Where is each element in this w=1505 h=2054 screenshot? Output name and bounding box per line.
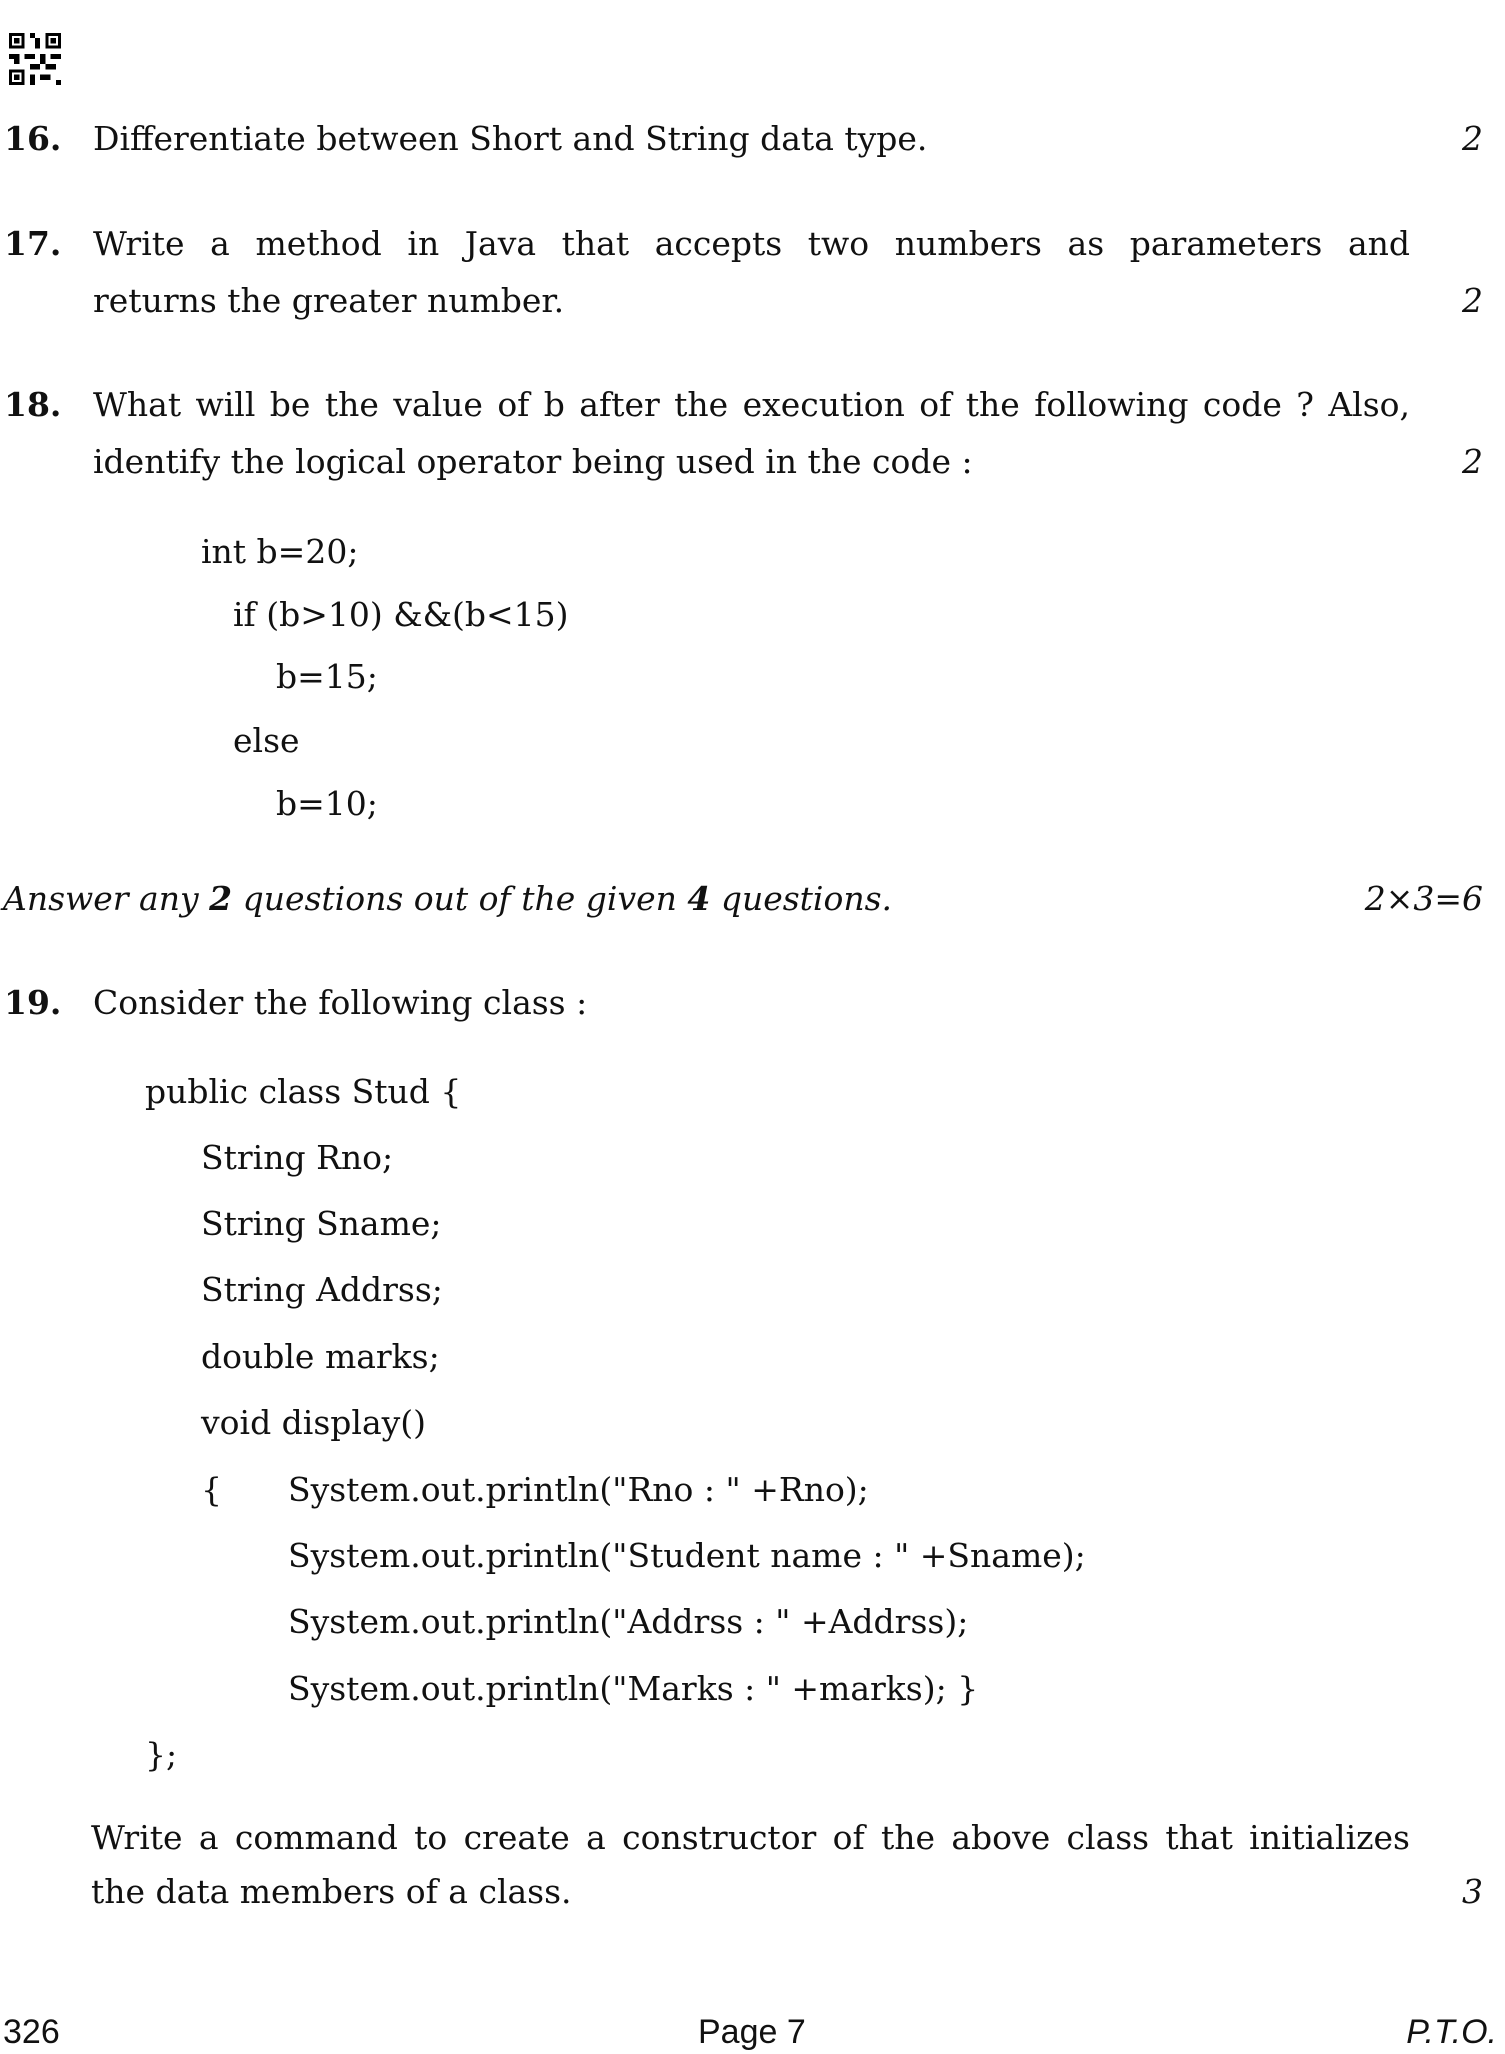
question-text: Differentiate between Short and String data type.: [93, 119, 928, 158]
question-text: Consider the following class :: [93, 983, 588, 1022]
code-line: if (b>10) &&(b<15): [233, 595, 569, 634]
question-number: 16.: [4, 119, 62, 158]
code-line: System.out.println("Marks : " +marks); }: [288, 1669, 979, 1708]
question-text: Write a command to create a constructor of the above class that initializes: [91, 1818, 1410, 1857]
code-line: System.out.println("Student name : " +Sname);: [288, 1536, 1086, 1575]
code-line: else: [233, 721, 300, 760]
question-text: Write a method in Java that accepts two numbers as parameters and: [93, 224, 1410, 263]
code-line: String Rno;: [201, 1138, 394, 1177]
code-line: System.out.println("Rno : " +Rno);: [288, 1470, 869, 1509]
question-number: 17.: [4, 224, 62, 263]
question-text: What will be the value of b after the execution of the following code ? Also,: [93, 385, 1410, 424]
code-line: String Addrss;: [201, 1270, 443, 1309]
code-line: {: [201, 1470, 222, 1509]
marks: 2: [1462, 442, 1483, 481]
question-number: 19.: [4, 983, 62, 1022]
question-text: returns the greater number.: [93, 281, 565, 320]
section-instruction: Answer any 2 questions out of the given 4 questions.: [3, 879, 893, 918]
code-line: System.out.println("Addrss : " +Addrss);: [288, 1602, 969, 1641]
code-line: void display(): [201, 1403, 427, 1442]
code-line: b=10;: [276, 784, 378, 823]
question-number: 18.: [4, 385, 62, 424]
code-line: b=15;: [276, 657, 378, 696]
marks: 3: [1462, 1872, 1483, 1911]
marks: 2: [1462, 281, 1483, 320]
code-line: int b=20;: [201, 532, 359, 571]
marks: 2: [1462, 119, 1483, 158]
code-line: double marks;: [201, 1337, 440, 1376]
question-text: the data members of a class.: [91, 1872, 572, 1911]
question-text: identify the logical operator being used in the code :: [93, 442, 973, 481]
code-line: };: [145, 1735, 178, 1774]
pto-label: P.T.O.: [1406, 2013, 1497, 2051]
page-number: Page 7: [698, 2013, 806, 2051]
qr-code-icon: [8, 33, 62, 85]
code-line: public class Stud {: [145, 1072, 462, 1111]
paper-code: 326: [3, 2013, 60, 2051]
code-line: String Sname;: [201, 1204, 442, 1243]
section-marks: 2×3=6: [1364, 879, 1483, 918]
